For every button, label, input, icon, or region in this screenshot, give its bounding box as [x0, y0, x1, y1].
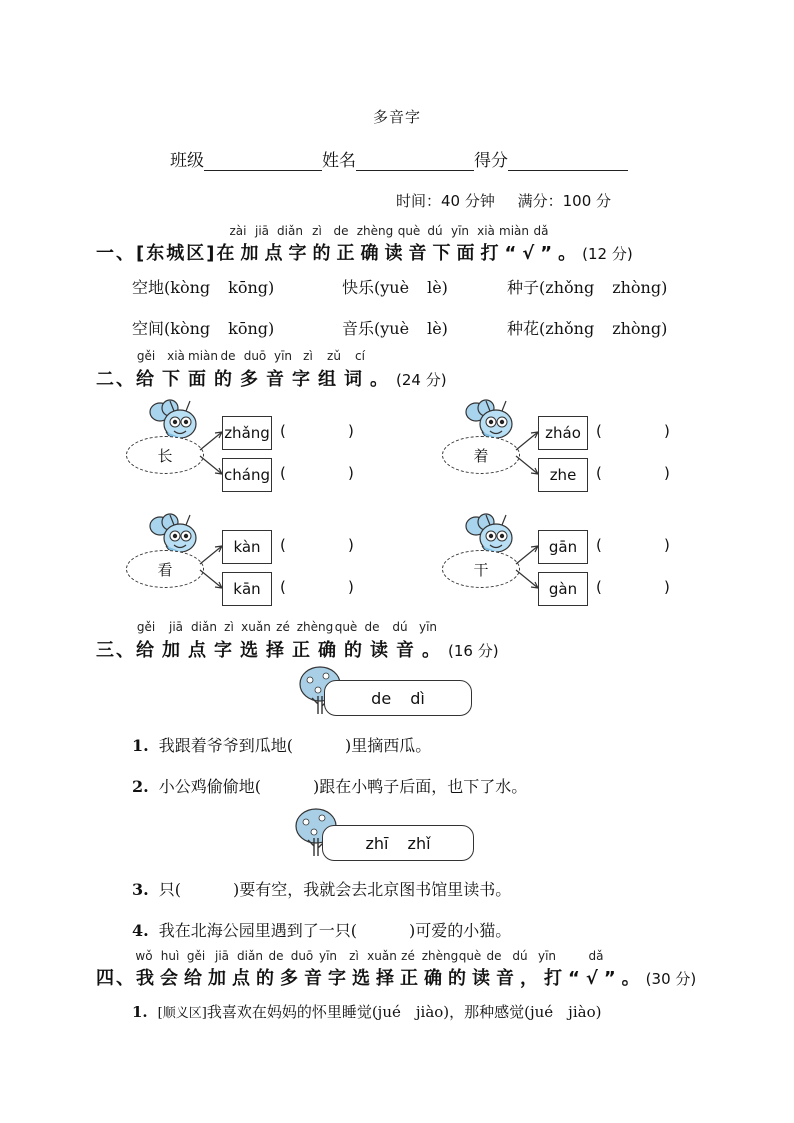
pinyin: zì — [312, 224, 322, 238]
pinyin: dú — [512, 949, 528, 963]
pinyin: zhèng — [356, 224, 394, 238]
pinyin: duō — [290, 949, 314, 963]
section-instruction: 给下面的多音字组词。 — [136, 369, 396, 390]
paren-open: ( — [596, 422, 602, 440]
pinyin-option[interactable]: zhòng — [612, 278, 662, 297]
paren-close: ) — [664, 464, 670, 482]
pinyin: què — [458, 949, 482, 963]
name-blank[interactable] — [356, 150, 474, 171]
name-label: 姓名 — [322, 151, 356, 171]
answer-blank[interactable] — [288, 462, 346, 484]
choice-item: 种子(zhǒng zhòng) — [507, 278, 668, 297]
pinyin: zài — [229, 224, 247, 238]
answer-blank[interactable] — [288, 576, 346, 598]
section-instruction: 在加点字的正确读音下面打“√”。 — [216, 243, 583, 264]
pinyin-option[interactable]: kòng — [170, 278, 211, 297]
pinyin: zé — [401, 949, 415, 963]
pinyin: dǎ — [533, 224, 549, 238]
pinyin: gěi — [136, 620, 156, 634]
paren-close: ) — [348, 422, 354, 440]
paren-close: ) — [664, 578, 670, 596]
choice-item: 空地(kòng kōng) — [132, 278, 275, 297]
section4-item-1 — [132, 1001, 601, 1022]
pinyin: què — [397, 224, 421, 238]
district-tag: [顺义区] — [157, 1006, 207, 1021]
pinyin: de — [220, 349, 236, 363]
pinyin: diǎn — [277, 224, 303, 238]
pinyin-options-pill: zhī zhǐ — [322, 825, 474, 861]
pinyin-option[interactable]: lè — [427, 319, 442, 338]
section-score: (12 分) — [582, 245, 633, 263]
pinyin-box: kàn — [222, 530, 272, 564]
pinyin-box: cháng — [222, 458, 272, 492]
paren-close: ) — [348, 536, 354, 554]
choice-item: 快乐(yuè lè) — [342, 278, 448, 297]
pinyin: yīn — [318, 949, 338, 963]
pinyin: miàn — [499, 224, 529, 238]
class-blank[interactable] — [204, 150, 322, 171]
pinyin: duō — [243, 349, 267, 363]
item-number: 1. — [132, 1003, 148, 1021]
score-label: 得分 — [474, 151, 508, 171]
pinyin: xià — [167, 349, 185, 363]
pinyin: jiā — [214, 949, 230, 963]
answer-blank[interactable] — [604, 462, 662, 484]
pinyin: zì — [349, 949, 359, 963]
polyphone-char: 着 — [442, 436, 520, 474]
pinyin-box: gān — [538, 530, 588, 564]
pinyin: jiā — [168, 620, 184, 634]
section-instruction: 给加点字选择正确的读音。 — [136, 640, 448, 661]
polyphone-group — [126, 512, 366, 612]
item-text: 我喜欢在妈妈的怀里睡觉(jué jiào)，那种感觉(jué jiào) — [206, 1003, 602, 1021]
arrow-icon — [514, 416, 540, 486]
polyphone-group — [442, 512, 682, 612]
paren-open: ( — [280, 422, 286, 440]
polyphone-group — [126, 398, 366, 498]
section2-heading — [96, 365, 447, 391]
section-score: (30 分) — [645, 970, 697, 988]
choice-item: 种花(zhǒng zhòng) — [507, 319, 668, 338]
pinyin-box: zhǎng — [222, 416, 272, 450]
polyphone-char: 干 — [442, 550, 520, 588]
section-score: (16 分) — [448, 642, 499, 660]
section1-pinyin — [0, 224, 794, 240]
arrow-icon — [198, 530, 224, 600]
sentence-2: 2. 小公鸡偷偷地( )跟在小鸭子后面，也下了水。 — [132, 777, 528, 796]
pinyin: què — [334, 620, 358, 634]
pinyin: dú — [427, 224, 443, 238]
full-score: 满分：100 分 — [517, 192, 612, 210]
pinyin: xuǎn — [241, 620, 271, 634]
pinyin-option[interactable]: zhǒng — [545, 278, 595, 297]
pinyin: de — [364, 620, 380, 634]
section2-pinyin — [0, 349, 794, 365]
score-blank[interactable] — [508, 150, 628, 171]
paren-open: ( — [280, 536, 286, 554]
pinyin: zǔ — [327, 349, 341, 363]
choice-item: 空间(kòng kōng) — [132, 319, 275, 338]
pinyin: yīn — [273, 349, 293, 363]
pinyin-box: kān — [222, 572, 272, 606]
paren-close: ) — [348, 464, 354, 482]
section-prefix: 一、[东城区] — [96, 243, 217, 264]
pinyin-options-pill: de dì — [324, 680, 472, 716]
paren-open: ( — [596, 578, 602, 596]
pinyin: huì — [160, 949, 180, 963]
sentence-4: 4. 我在北海公园里遇到了一只( )可爱的小猫。 — [132, 921, 512, 940]
arrow-icon — [198, 416, 224, 486]
pinyin: xià — [477, 224, 495, 238]
pinyin: dǎ — [588, 949, 604, 963]
pinyin: zhèng — [421, 949, 459, 963]
pinyin: de — [486, 949, 502, 963]
pinyin-box: gàn — [538, 572, 588, 606]
pinyin-option[interactable]: kōng — [228, 319, 269, 338]
section4-pinyin — [0, 949, 794, 965]
pinyin: yīn — [450, 224, 470, 238]
arrow-icon — [514, 530, 540, 600]
paren-close: ) — [664, 536, 670, 554]
choice-item: 音乐(yuè lè) — [342, 319, 448, 338]
polyphone-char: 长 — [126, 436, 204, 474]
pinyin-option[interactable]: lè — [427, 278, 442, 297]
pinyin: gěi — [186, 949, 206, 963]
pinyin-option[interactable]: zhòng — [612, 319, 662, 338]
answer-blank[interactable] — [604, 576, 662, 598]
section1-heading — [96, 239, 633, 265]
pinyin-option[interactable]: zhǒng — [545, 319, 595, 338]
pinyin-box: zhe — [538, 458, 588, 492]
answer-blank[interactable] — [604, 420, 662, 442]
sentence-1: 1. 我跟着爷爷到瓜地( )里摘西瓜。 — [132, 736, 432, 755]
time-limit: 时间：40 分钟 — [396, 192, 495, 210]
pinyin: diǎn — [191, 620, 217, 634]
section-prefix: 四、 — [96, 968, 136, 989]
section-instruction: 我会给加点的多音字选择正确的读音，打“√”。 — [136, 968, 646, 989]
pinyin: de — [268, 949, 284, 963]
pinyin: gěi — [136, 349, 156, 363]
paren-close: ) — [348, 578, 354, 596]
paren-open: ( — [280, 464, 286, 482]
pinyin: zì — [224, 620, 234, 634]
sentence-3: 3. 只( )要有空，我就会去北京图书馆里读书。 — [132, 880, 512, 899]
pinyin: de — [333, 224, 349, 238]
page-title: 多音字 — [372, 108, 421, 126]
pinyin-option[interactable]: yuè — [380, 278, 410, 297]
pinyin: zì — [303, 349, 313, 363]
answer-blank[interactable] — [288, 534, 346, 556]
pinyin: jiā — [254, 224, 270, 238]
pinyin: miàn — [188, 349, 218, 363]
section3-pinyin — [0, 620, 794, 636]
pinyin-option[interactable]: kòng — [170, 319, 211, 338]
pinyin: zhèng — [296, 620, 334, 634]
section3-heading — [96, 636, 499, 662]
paren-open: ( — [596, 464, 602, 482]
pinyin: yīn — [418, 620, 438, 634]
paren-open: ( — [280, 578, 286, 596]
section-prefix: 三、 — [96, 640, 136, 661]
pinyin: cí — [355, 349, 365, 363]
polyphone-char: 看 — [126, 550, 204, 588]
class-label: 班级 — [170, 151, 204, 171]
paren-open: ( — [596, 536, 602, 554]
pinyin: dú — [392, 620, 408, 634]
student-info-fields — [170, 146, 628, 171]
paren-close: ) — [664, 422, 670, 440]
pinyin: diǎn — [237, 949, 263, 963]
answer-blank[interactable] — [288, 420, 346, 442]
polyphone-group — [442, 398, 682, 498]
pinyin-option[interactable]: kōng — [228, 278, 269, 297]
answer-blank[interactable] — [604, 534, 662, 556]
section-prefix: 二、 — [96, 369, 136, 390]
pinyin: wǒ — [135, 949, 153, 963]
pinyin: xuǎn — [367, 949, 397, 963]
pinyin-option[interactable]: yuè — [380, 319, 410, 338]
pinyin: zé — [276, 620, 290, 634]
section4-heading — [96, 964, 696, 990]
time-info — [396, 190, 615, 211]
pinyin: yīn — [537, 949, 557, 963]
pinyin-box: zháo — [538, 416, 588, 450]
section-score: (24 分) — [396, 371, 447, 389]
